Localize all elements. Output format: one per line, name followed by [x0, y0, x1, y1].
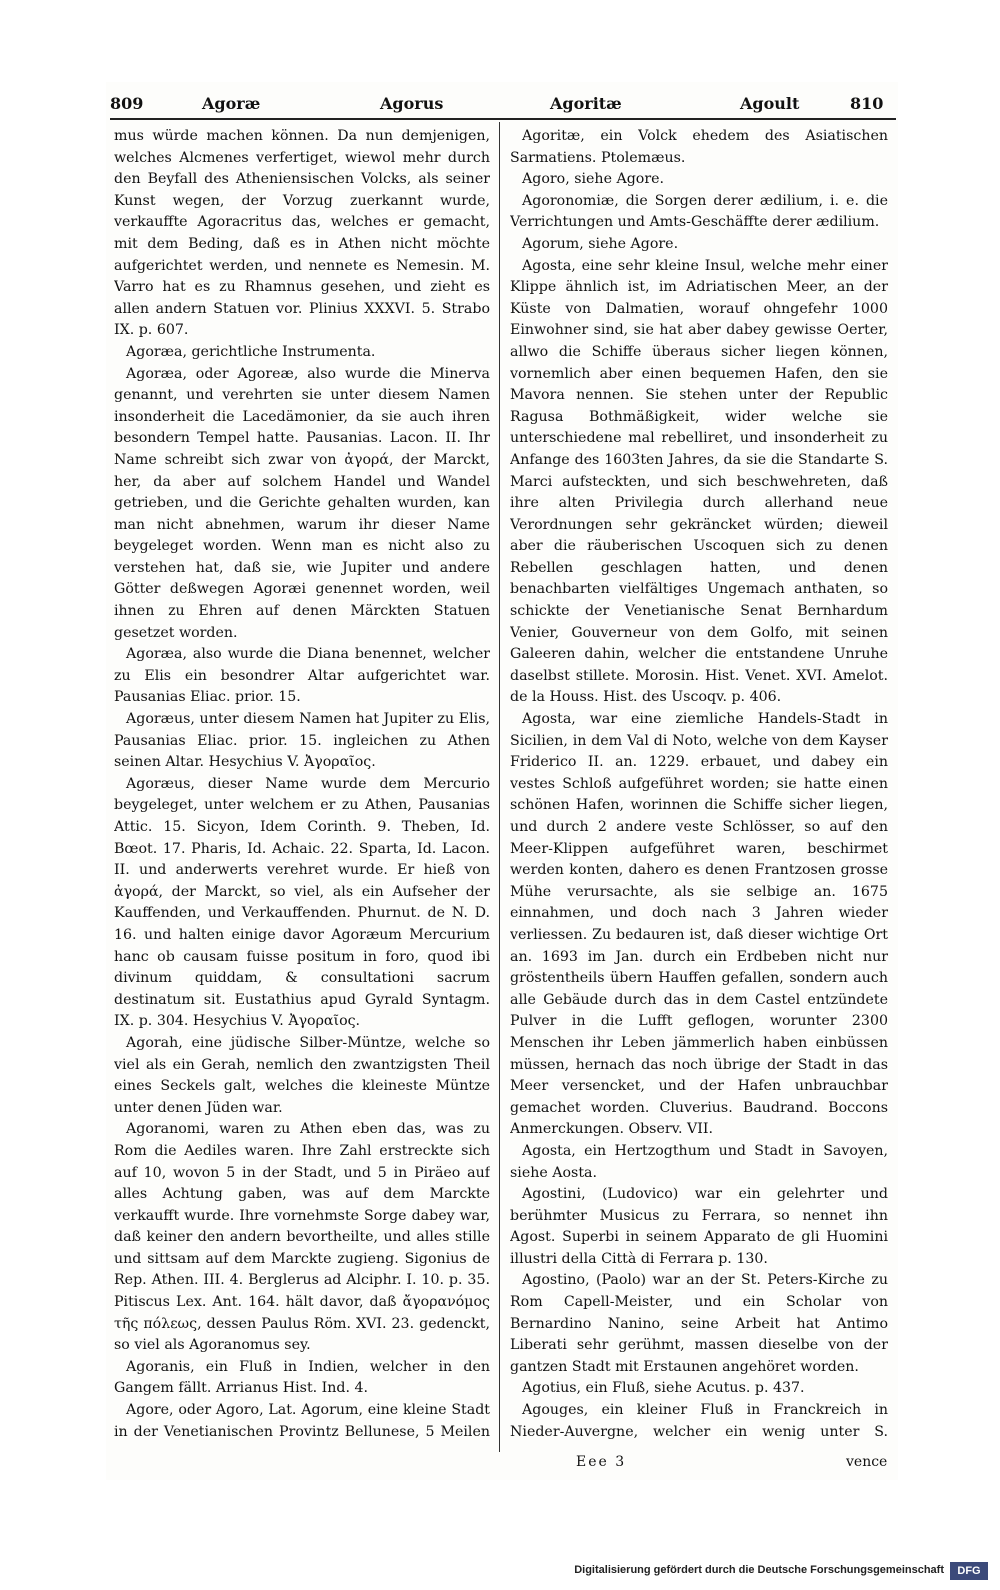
- entry-paragraph: Agoræa, also wurde die Diana benennet, welcher zu Elis ein besondrer Altar aufgerichtet war. Pausanias Eliac. prior. 15.: [114, 646, 490, 706]
- entry-paragraph: Agoronomiæ, die Sorgen derer ædilium, i. e. die Verrichtungen und Amts-Geschäffte derer ædilium.: [510, 192, 888, 231]
- entry-paragraph: Agostino, (Paolo) war an der St. Peters-Kirche zu Rom Capell-Meister, und ein Scholar von Bernardino Nanino, seine Arbeit hat Antimo Liberati sehr gerühmt, massen dieselbe von der gantzen Stadt mit Erstaunen angehöret worden.: [510, 1272, 888, 1375]
- running-header: [106, 90, 898, 118]
- dfg-logo: DFG: [950, 1562, 988, 1580]
- entry-paragraph: Agorum, siehe Agore.: [522, 235, 679, 252]
- entry-paragraph: Agoræus, dieser Name wurde dem Mercurio beygeleget, unter welchem er zu Athen, Pausanias Attic. 15. Sicyon, Idem Corinth. 9. Theben, Id. Bœot. 17. Pharis, Id. Achaic. 22. Sparta, Id. Lacon. II. und anderwerts verehret wurde. Er hieß von ἀγορά, der Marckt, so viel, als ein Aufseher der Kauffenden, und Verkauffenden. Phurnut. de N. D. 16. und halten einige davor Agoræum Mercurium hanc ob causam fuisse positum in foro, quod ibi divinum quiddam, & consultationi sacrum destinatum sit. Eustathius apud Gyrald Syntagm. IX. p. 304. Hesychius V. Ἀγοραῖος.: [114, 775, 490, 1030]
- entry-paragraph: mus würde machen können. Da nun demjenigen, welches Alcmenes verfertiget, wiewol mehr durch den Beyfall des Atheniensischen Volcks, als seiner Kunst wegen, der Vorzug zuerkannt wurde, verkauffte Agoracritus das, welches er gemacht, mit dem Beding, daß es in Athen nicht möchte aufgerichtet werden, und nennete es Nemesin. M. Varro hat es zu Rhamnus gesehen, und zieht es allen andern Statuen vor. Plinius XXXVI. 5. Strabo IX. p. 607.: [114, 128, 490, 339]
- entry-paragraph: Agoræa, oder Agoreæ, also wurde die Minerva genannt, und verehrten sie unter diesem Namen insonderheit die Lacedämonier, da sie auch ihren besondern Tempel hatte. Pausanias. Lacon. II. Ihr Name schreibt sich zwar von ἀγορά, der Marckt, her, da aber auf solchem Handel und Wandel getrieben, und die Gerichte gehalten wurden, kan man nicht abnehmen, warum ihr dieser Name beygeleget worden. Wenn man es nicht also zu verstehen hat, daß sie, wie Jupiter und andere Götter deßwegen Agoræi genennet worden, weil ihnen zu Ehren auf denen Märckten Statuen gesetzet worden.: [114, 365, 490, 641]
- entry-paragraph: Agosta, ein Hertzogthum und Stadt in Savoyen, siehe Aosta.: [510, 1142, 888, 1181]
- entry-paragraph: Agotius, ein Fluß, siehe Acutus. p. 437.: [522, 1380, 805, 1397]
- guide-word-3: Agoritæ: [550, 94, 622, 113]
- printer-signature: Eee 3: [576, 1454, 627, 1470]
- entry-paragraph: Agoro, siehe Agore.: [522, 171, 665, 188]
- entry-paragraph: Agorah, eine jüdische Silber-Müntze, welche so viel als ein Gerah, nemlich den zwantzigsten Theil eines Seckels galt, welches die kleineste Müntze unter denen Jüden war.: [114, 1034, 490, 1116]
- guide-word-2: Agorus: [380, 94, 444, 113]
- column-divider: [499, 122, 500, 1452]
- entry-paragraph: Agoranomi, waren zu Athen eben das, was zu Rom die Aediles waren. Ihre Zahl erstreckte sich auf 10, wovon 5 in der Stadt, und 5 in Piräeo auf alles Achtung gaben, was auf dem Marckte verkaufft wurde. Ihre vornehmste Sorge dabey war, daß keiner den andern bevortheilte, und alles stille und sittsam auf dem Marckte zugieng. Sigonius de Rep. Athen. III. 4. Berglerus ad Alciphr. I. 10. p. 35. Pitiscus Lex. Ant. 164. hält davor, daß ἄγορανόμος τῆς πόλεως, dessen Paulus Röm. XVI. 23. gedenckt, so viel als Agoranomus sey.: [114, 1121, 490, 1354]
- entry-paragraph: Agoræa, gerichtliche Instrumenta.: [126, 343, 376, 360]
- left-column: [114, 126, 490, 1446]
- book-page: [106, 82, 898, 1480]
- guide-word-4: Agoult: [740, 94, 800, 113]
- right-column: [510, 126, 888, 1446]
- guide-word-1: Agoræ: [202, 94, 261, 113]
- digitization-footer: [0, 1554, 1000, 1590]
- header-rule: [110, 118, 896, 120]
- catchword: vence: [846, 1454, 888, 1470]
- entry-paragraph: Agosta, war eine ziemliche Handels-Stadt in Sicilien, in dem Val di Noto, welche von dem Kayser Friderico II. an. 1229. erbauet, und dabey ein vestes Schloß aufgeführet worden; sie hatte einen schönen Hafen, worinnen die Schiffe sicher liegen, und durch 2 andere veste Schlösser, so auf den Meer-Klippen aufgeführet waren, beschirmet werden konten, dahero es denen Frantzosen grosse Mühe verursachte, als sie selbige an. 1675 einnahmen, und doch nach 3 Jahren wieder verliessen. Zu bedauren ist, daß dieser wichtige Ort an. 1693 im Jan. durch ein Erdbeben nicht nur gröstentheils übern Hauffen gefallen, sondern auch alle Gebäude durch das in dem Castel entzündete Pulver in die Lufft geflogen, worunter 2300 Menschen ihr Leben jämmerlich haben einbüssen müssen, hernach das noch übrige der Stadt in das Meer versencket, und der Hafen unbrauchbar gemachet worden. Cluverius. Baudrand. Boccons Anmerckungen. Observ. VII.: [510, 711, 888, 1138]
- funding-credit: Digitalisierung gefördert durch die Deutsche Forschungsgemeinschaft: [574, 1564, 944, 1576]
- entry-paragraph: Agostini, (Ludovico) war ein gelehrter und berühmter Musicus zu Ferrara, so nennet ihn Agost. Superbi in seinem Apparato de gli Huomini illustri della Città di Ferrara p. 130.: [510, 1186, 888, 1267]
- entry-paragraph: Agosta, eine sehr kleine Insul, welche mehr einer Klippe ähnlich ist, im Adriatischen Meer, an der Küste von Dalmatien, worauf ohngefehr 1000 Einwohner sind, sie hat aber dabey gewisse Oerter, allwo die Schiffe überaus sicher liegen können, vornemlich aber einen bequemen Hafen, den sie Mavora nennen. Sie stehen unter der Republic Ragusa Bothmäßigkeit, wider welche sie unterschiedene mal rebelliret, und insonderheit zu Anfange des 1603ten Jahres, da sie die Standarte S. Marci aufsteckten, und sich beschwehreten, daß ihre alten Privilegia durch allerhand neue Verordnungen sehr gekräncket würden; dieweil aber die räuberischen Uscoquen sich zu denen Rebellen geschlagen hatten, und denen benachbarten vielfältiges Ungemach anthaten, so schickte der Venetianische Senat Bernhardum Venier, Gouverneur von dem Golfo, mit seinen Galeeren dahin, welcher die entstandene Unruhe daselbst stillete. Morosin. Hist. Venet. XVI. Amelot. de la Houss. Hist. des Uscoqv. p. 406.: [510, 257, 888, 706]
- page-number-left: 809: [110, 94, 144, 113]
- entry-paragraph: Agoranis, ein Fluß in Indien, welcher in den Gangem fällt. Arrianus Hist. Ind. 4.: [114, 1358, 490, 1397]
- entry-paragraph: Agouges, ein kleiner Fluß in Franckreich in Nieder-Auvergne, welcher ein wenig unter S.: [510, 1402, 888, 1440]
- entry-paragraph: Agore, oder Agoro, Lat. Agorum, eine kleine Stadt in der Venetianischen Provintz Bellunese, 5 Meilen: [114, 1402, 490, 1440]
- page-number-right: 810: [850, 94, 884, 113]
- entry-paragraph: Agoræus, unter diesem Namen hat Jupiter zu Elis, Pausanias Eliac. prior. 15. ingleichen zu Athen seinen Altar. Hesychius V. Ἀγοραῖος.: [114, 711, 490, 771]
- entry-paragraph: Agoritæ, ein Volck ehedem des Asiatischen Sarmatiens. Ptolemæus.: [510, 128, 888, 166]
